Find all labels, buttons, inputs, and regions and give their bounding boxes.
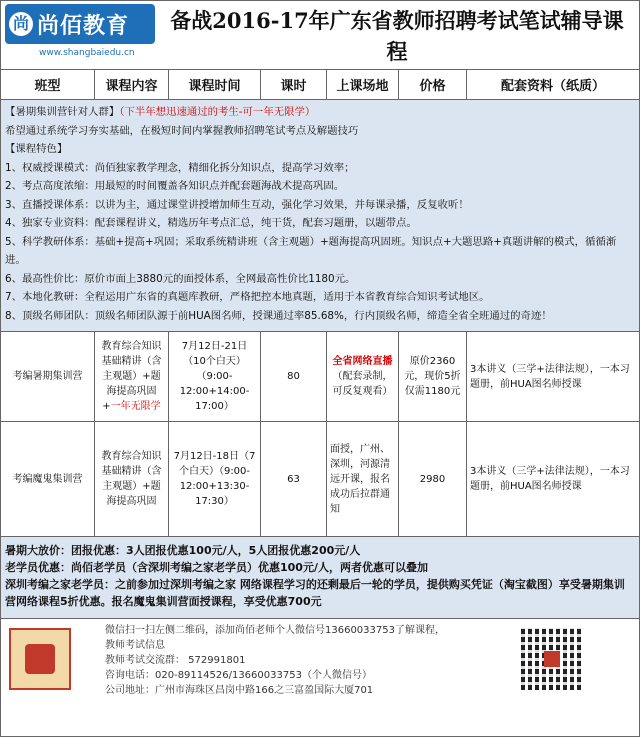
contact-line: 咨询电话：020-89114526/13660033753（个人微信号） bbox=[105, 670, 372, 681]
row-hours: 80 bbox=[261, 332, 327, 421]
logo-mark-icon: 尚 bbox=[9, 12, 33, 36]
page-title: 备战2016-17年广东省教师招聘考试笔试辅导课程 bbox=[170, 8, 624, 64]
target-group-line bbox=[5, 103, 635, 122]
contact-section bbox=[1, 619, 639, 699]
row-time: 7月12日-21日（10个白天）（9:00-12:00+14:00-17:00） bbox=[169, 332, 261, 421]
contact-line: 公司地址：广州市海珠区昌岗中路166之三富盈国际大厦701 bbox=[105, 685, 374, 696]
row-content bbox=[95, 332, 169, 421]
table-row bbox=[1, 332, 639, 422]
row-venue: 面授，广州、深圳，河源清远开课，报名成功后拉群通知 bbox=[327, 422, 399, 536]
row-class-type: 考编暑期集训营 bbox=[1, 332, 95, 421]
feature-item: 2、考点高度浓缩：用最短的时间覆盖各知识点并配套题海战术提高巩固。 bbox=[5, 180, 345, 192]
logo-text: 尚佰教育 bbox=[37, 13, 130, 39]
col-venue: 上课场地 bbox=[327, 70, 399, 99]
row-venue bbox=[327, 332, 399, 421]
col-content: 课程内容 bbox=[95, 70, 169, 99]
feature-item: 4、独家专业资料：配套课程讲义，精选历年考点汇总，纯干货，配套习题册，以题带点。 bbox=[5, 217, 417, 229]
col-time: 课程时间 bbox=[169, 70, 261, 99]
feature-item: 6、最高性价比：原价市面上3880元的面授体系，全网最高性价比1180元。 bbox=[5, 272, 356, 285]
wechat-qr-code-right bbox=[521, 628, 583, 690]
feature-item: 8、顶级名师团队：顶级名师团队源于前HUA图名师，授课通过率85.68%，行内顶级名师，缔造全省全班通过的奇迹！ bbox=[5, 309, 552, 322]
target-group-desc: 希望通过系统学习夯实基础，在极短时间内掌握教师招聘笔试考点及解题技巧 bbox=[5, 124, 359, 137]
row-materials: 3本讲义（三学+法律法规），一本习题册，前HUA图名师授课 bbox=[470, 363, 630, 390]
feature-item: 1、权威授课模式：尚佰独家教学理念，精细化拆分知识点，提高学习效率； bbox=[5, 161, 355, 174]
row-class-type: 考编魔鬼集训营 bbox=[1, 422, 95, 536]
col-materials: 配套资料（纸质） bbox=[500, 79, 605, 94]
target-group-note: （下半年想迅速通过的考生-可一年无限学） bbox=[119, 106, 316, 118]
contact-info bbox=[105, 623, 445, 698]
discount-line: 暑期大放价：团报优惠：3人团报优惠100元/人，5人团报优惠200元/人 bbox=[5, 544, 361, 557]
row-venue-text: （配套录制，可反复观看） bbox=[332, 371, 393, 397]
row-content-highlight: 一年无限学 bbox=[110, 401, 161, 412]
row-time: 7月12日-18日（7个白天）（9:00-12:00+13:30-17:30） bbox=[169, 422, 261, 536]
contact-line: 教师考试信息 bbox=[105, 640, 165, 651]
contact-line: 微信扫一扫左侧二维码，添加尚佰老师个人微信号13660033753了解课程， bbox=[105, 625, 445, 636]
discount-section bbox=[1, 537, 639, 619]
row-materials: 3本讲义（三学+法律法规），一本习题册，前HUA图名师授课 bbox=[470, 466, 630, 492]
course-features bbox=[1, 100, 639, 332]
row-hours: 63 bbox=[261, 422, 327, 536]
col-price: 价格 bbox=[399, 70, 467, 99]
discount-line: 深圳考编之家老学员：之前参加过深圳考编之家 网络课程学习的还剩最后一轮的学员，提供购买凭证（淘宝截图）享受暑期集训营网络课程5折优惠。报名魔鬼集训营面授课程，享受优惠700元 bbox=[5, 578, 625, 608]
feature-item: 7、本地化教研：全程运用广东省的真题库教研，严格把控本地真题，适用于本省教育综合知识考试地区。 bbox=[5, 291, 490, 303]
col-class-type: 班型 bbox=[1, 70, 95, 99]
discount-line: 老学员优惠：尚佰老学员（含深圳考编之家老学员）优惠100元/人，两者优惠可以叠加 bbox=[5, 561, 428, 574]
wechat-qr-code-left bbox=[9, 628, 71, 690]
row-content: 教育综合知识基础精讲（含主观题）+题海提高巩固 bbox=[95, 422, 169, 536]
row-price: 原价2360元，现价5折仅需1180元 bbox=[399, 332, 467, 421]
qr-center-logo-icon bbox=[544, 651, 560, 667]
contact-line: 教师考试交流群： 572991801 bbox=[105, 655, 246, 666]
stamp-icon bbox=[25, 644, 55, 674]
table-header bbox=[1, 70, 639, 100]
target-group-label: 【暑期集训营针对人群】 bbox=[5, 106, 120, 118]
features-label: 【课程特色】 bbox=[5, 143, 68, 155]
feature-item: 5、科学教研体系：基础+提高+巩固；采取系统精讲班（含主观题）+题海提高巩固班。知识点+大题思路+真题讲解的模式，循循渐进。 bbox=[5, 235, 617, 266]
feature-item: 3、直播授课体系：以讲为主，通过课堂讲授增加师生互动，强化学习效果，并每课录播，反复收听！ bbox=[5, 198, 469, 211]
header bbox=[1, 1, 639, 70]
logo-url: www.shangbaiedu.cn bbox=[39, 48, 135, 58]
row-content-text: 教育综合知识基础精讲（含主观题）+题海提高巩固+ bbox=[101, 341, 162, 412]
brand-logo bbox=[5, 4, 155, 58]
row-venue-highlight: 全省网络直播 bbox=[332, 356, 393, 367]
table-row bbox=[1, 422, 639, 537]
col-hours: 课时 bbox=[261, 70, 327, 99]
row-price: 2980 bbox=[399, 422, 467, 536]
